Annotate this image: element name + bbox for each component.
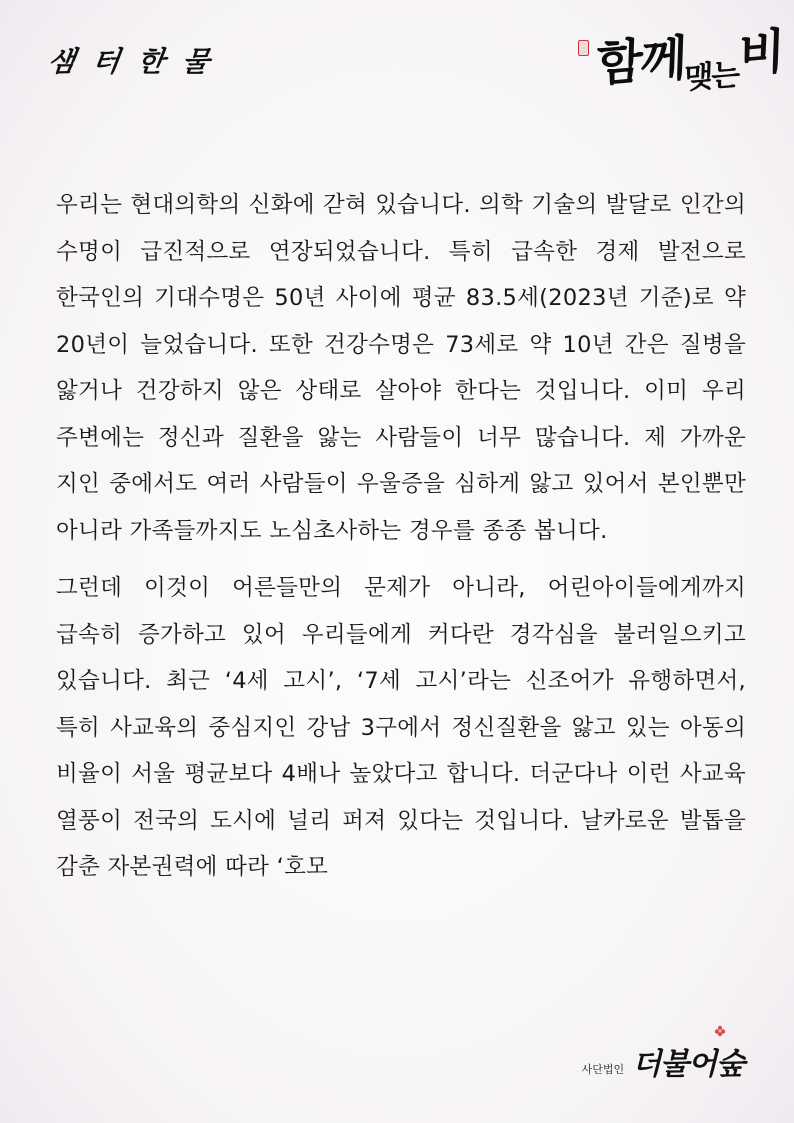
org-name-text: 더불어숲 bbox=[632, 1047, 744, 1082]
seal-icon bbox=[578, 40, 589, 56]
header-title: 샘 터 한 물 bbox=[45, 45, 216, 78]
flower-icon bbox=[714, 1025, 726, 1037]
article-body bbox=[56, 182, 746, 902]
header-logo bbox=[574, 23, 785, 130]
logo-sub-text: 맺는 bbox=[683, 57, 739, 97]
footer-logo bbox=[582, 1039, 744, 1083]
org-name bbox=[632, 1039, 744, 1083]
paragraph: 그런데 이것이 어른들만의 문제가 아니라, 어린아이들에게까지 급속히 증가하고 있어 우리들에게 커다란 경각심을 불러일으키고 있습니다. 최근 ‘4세 고시’, ‘7세 고시’라는 신조어가 유행하면서, 특히 사교육의 중심지인 강남 3구에서 정신질환을 앓고 있는 아동의 비율이 서울 평균보다 4배나 높았다고 합니다. 더군다나 이런 사교육 열풍이 전국의 도시에 널리 퍼져 있다는 것입니다. 날카로운 발톱을 감춘 자본권력에 따라 ‘호모 bbox=[56, 575, 746, 880]
logo-main-text: 함께 bbox=[595, 30, 686, 93]
logo-end-text: 비 bbox=[737, 23, 785, 83]
org-type: 사단법인 bbox=[581, 1063, 625, 1076]
paragraph: 우리는 현대의학의 신화에 갇혀 있습니다. 의학 기술의 발달로 인간의 수명이 급진적으로 연장되었습니다. 특히 급속한 경제 발전으로 한국인의 기대수명은 50년 사이에 평균 83.5세(2023년 기준)로 약 20년이 늘었습니다. 또한 건강수명은 73세로 약 10년 간은 질병을 앓거나 건강하지 않은 상태로 살아야 한다는 것입니다. 이미 우리 주변에는 정신과 질환을 앓는 사람들이 너무 많습니다. 제 가까운 지인 중에서도 여러 사람들이 우울증을 심하게 앓고 있어서 본인뿐만 아니라 가족들까지도 노심초사하는 경우를 종종 봅니다. bbox=[56, 192, 746, 544]
